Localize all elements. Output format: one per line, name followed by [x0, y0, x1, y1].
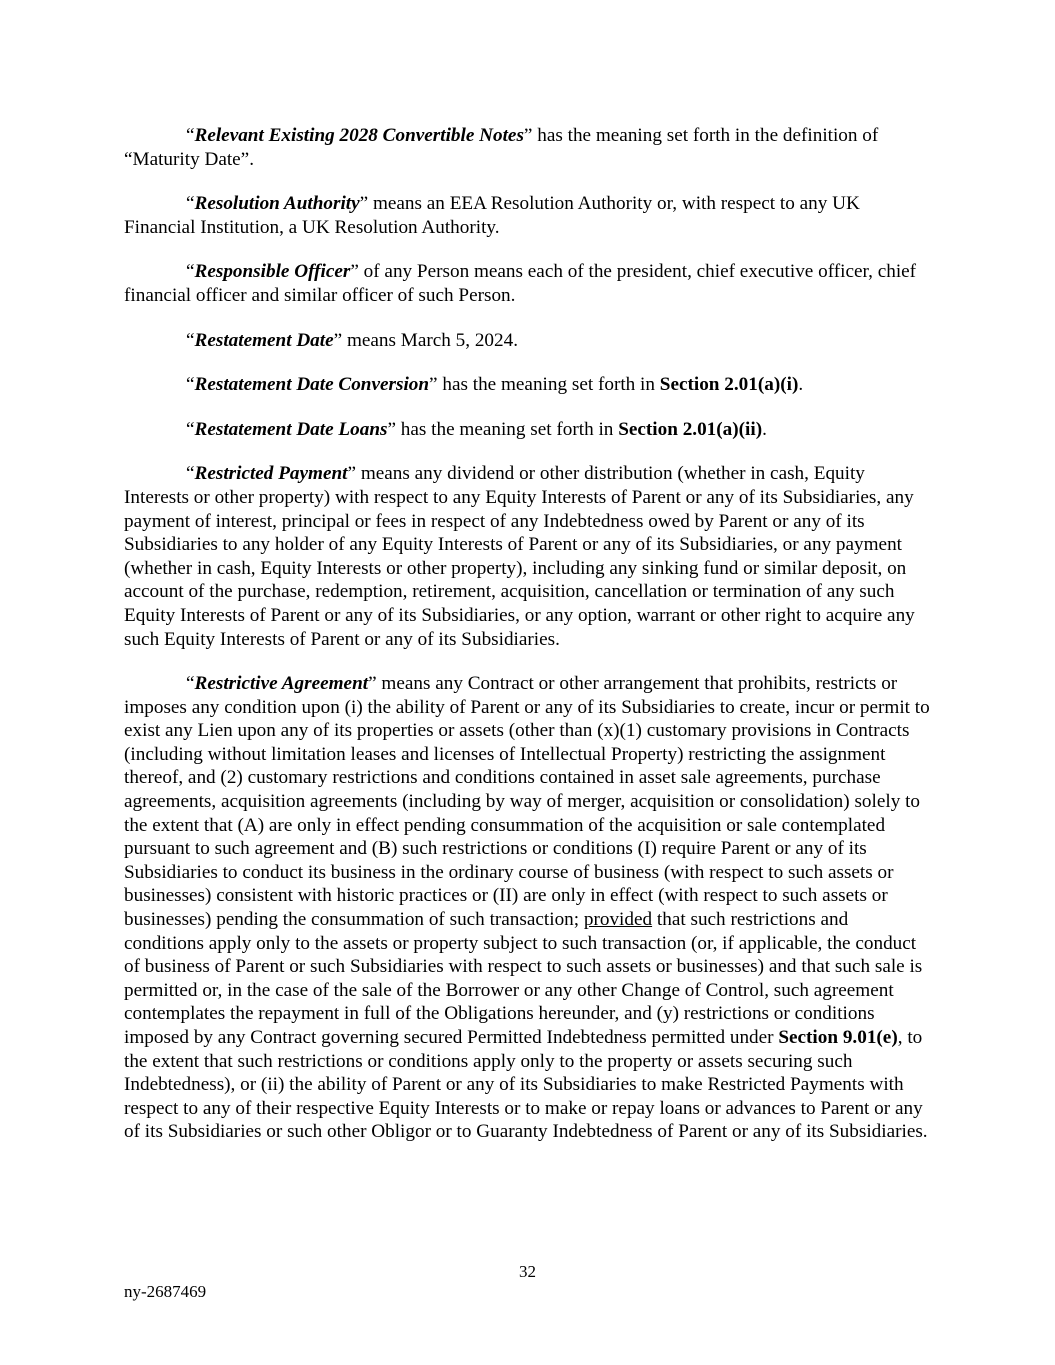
section-reference: Section 2.01(a)(i) — [659, 374, 799, 396]
definition-responsible-officer: “Responsible Officer” of any Person means each of the president, chief executive officer, chief financial officer and similar officer of such Person. — [124, 261, 917, 306]
definition-restatement-date-loans: “Restatement Date Loans” has the meaning set forth in Section 2.01(a)(ii). — [186, 418, 767, 440]
definition-restricted-payment: “Restricted Payment” means any dividend or other distribution (whether in cash, Equity Interests or other property) with respect to any Equity Interests of Parent or any of its Subsidiaries, any payment of interest, principal or fees in respect of any Indebtedness owed by Parent or any of its Subsidiaries to any holder of any Equity Interests of Parent or any of its Subsidiaries, or any payment (whether in cash, Equity Interests or other property), including any sinking fund or similar deposit, on account of the purchase, redemption, retirement, acquisition, cancellation or termination of any such Equity Interests of Parent or any of its Subsidiaries, or any option, warrant or other right to acquire any such Equity Interests of Parent or any of its Subsidiaries. — [124, 463, 915, 650]
definition-text: has the meaning set forth in — [442, 374, 655, 396]
definition-restrictive-agreement: “Restrictive Agreement” means any Contract or other arrangement that prohibits, restricts or imposes any condition upon (i) the ability of Parent or any of its Subsidiaries to create, incur or permit to exist any Lien upon any of its properties or assets (other than (x)(1) customary provisions in Contracts (including without limitation leases and licenses of Intellectual Property) restricting the assignment thereof, and (2) customary restrictions and conditions contained in asset sale agreements, purchase agreements, acquisition agreements (including by way of merger, acquisition or consolidation) solely to the extent that (A) are only in effect pending consummation of the acquisition or sale contemplated pursuant to such agreement and (B) such restrictions or conditions (I) require Parent or any of its Subsidiaries to conduct its business in the ordinary course of business (with respect to such assets or businesses) consistent with historic practices or (II) are only in effect (with respect to such assets or businesses) pending the consummation of such transaction; provided that such restrictions and conditions apply only to the assets or property subject to such transaction (or, if applicable, the conduct of business of Parent or such Subsidiaries with respect to such assets or businesses) and that such sale is permitted or, in the case of the sale of the Borrower or any other Change of Control, such agreement contemplates the repayment in full of the Obligations hereunder, and (y) restrictions or conditions imposed by any Contract governing secured Permitted Indebtedness permitted under Section 9.01(e), to the extent that such restrictions or conditions apply only to the property or assets securing such Indebtedness), or (ii) the ability of Parent or any of its Subsidiaries to make Restricted Payments with respect to any of their respective Equity Interests or to make or repay loans or advances to Parent or any of its Subsidiaries or such other Obligor or to Guaranty Indebtedness of Parent or any of its Subsidiaries. — [124, 673, 930, 1143]
definition-text: has the meaning set forth in the definition of “Maturity Date”. — [124, 125, 879, 170]
defined-term: Responsible Officer — [194, 261, 351, 283]
underlined-proviso: provided — [583, 909, 653, 931]
definition-resolution-authority: “Resolution Authority” means an EEA Resolution Authority or, with respect to any UK Financial Institution, a UK Resolution Authority. — [124, 193, 860, 238]
definition-text-end: , to the extent that such restrictions or conditions apply only to the property or assets securing such Indebtedness), or (ii) the ability of Parent or any of its Subsidiaries to make Restricted Payments with respect to any of their respective Equity Interests or to make or repay loans or advances to Parent or any of its Subsidiaries or such other Obligor or to Guaranty Indebtedness of Parent or any of its Subsidiaries. — [124, 1027, 928, 1143]
definition-restatement-date-conversion: “Restatement Date Conversion” has the meaning set forth in Section 2.01(a)(i). — [186, 374, 804, 396]
definition-restatement-date: “Restatement Date” means March 5, 2024. — [186, 329, 519, 351]
definition-text: means March 5, 2024. — [346, 329, 519, 351]
defined-term: Restrictive Agreement — [194, 673, 369, 695]
document-id: ny-2687469 — [124, 1282, 207, 1301]
section-reference: Section 2.01(a)(ii) — [618, 418, 763, 440]
definition-text: means any dividend or other distribution (whether in cash, Equity Interests or other property) with respect to any Equity Interests of Parent or any of its Subsidiaries, any payment of interest, principal or fees in respect of any Indebtedness owed by Parent or any of its Subsidiaries to any holder of any Equity Interests of Parent or any of its Subsidiaries, or any payment (whether in cash, Equity Interests or other property), including any sinking fund or similar deposit, on account of the purchase, redemption, retirement, acquisition, cancellation or termination of any such Equity Interests of Parent or any of its Subsidiaries, or any option, warrant or other right to acquire any such Equity Interests of Parent or any of its Subsidiaries. — [124, 463, 915, 650]
definition-text: has the meaning set forth in — [400, 418, 614, 440]
definition-relevant-existing-2028-convertible-notes: “Relevant Existing 2028 Convertible Notes” has the meaning set forth in the definition of “Maturity Date”. — [124, 125, 879, 170]
definition-text-end: . — [762, 418, 767, 440]
defined-term: Resolution Authority — [194, 193, 360, 215]
definition-text-continued: that such restrictions and conditions apply only to the assets or property subject to such transaction (or, if applicable, the conduct of business of Parent or such Subsidiaries with respect to such assets or businesses) and that such sale is permitted or, in the case of the sale of the Borrower or any other Change of Control, such agreement contemplates the repayment in full of the Obligations hereunder, and (y) restrictions or conditions imposed by any Contract governing secured Permitted Indebtedness permitted under — [124, 909, 923, 1048]
definition-text-end: . — [798, 374, 804, 396]
defined-term: Restatement Date — [194, 329, 334, 351]
section-reference: Section 9.01(e) — [778, 1027, 898, 1048]
definition-text: of any Person means each of the president, chief executive officer, chief financial officer and similar officer of such Person. — [124, 261, 917, 306]
defined-term: Restatement Date Loans — [194, 418, 388, 440]
defined-term: Relevant Existing 2028 Convertible Notes — [194, 125, 524, 146]
defined-term: Restricted Payment — [194, 463, 348, 485]
defined-term: Restatement Date Conversion — [194, 374, 430, 396]
page-number: 32 — [519, 1262, 536, 1281]
definition-text: means any Contract or other arrangement that prohibits, restricts or imposes any condition upon (i) the ability of Parent or any of its Subsidiaries to create, incur or permit to exist any Lien upon any of its properties or assets (other than (x)(1) customary provisions in Contracts (including without limitation leases and licenses of Intellectual Property) restricting the assignment thereof, and (2) customary restrictions and conditions contained in asset sale agreements, purchase agreements, acquisition agreements (including by way of merger, acquisition or consolidation) solely to the extent that (A) are only in effect pending consummation of the acquisition or sale contemplated pursuant to such agreement and (B) such restrictions or conditions (I) require Parent or any of its Subsidiaries to conduct its business in the ordinary course of business (with respect to such assets or businesses) consistent with historic practices or (II) are only in effect (with respect to such assets or businesses) pending the consummation of such transaction; — [124, 673, 930, 931]
document-body — [124, 124, 930, 1165]
definition-text: means an EEA Resolution Authority or, with respect to any UK Financial Institution, a UK Resolution Authority. — [124, 193, 860, 238]
